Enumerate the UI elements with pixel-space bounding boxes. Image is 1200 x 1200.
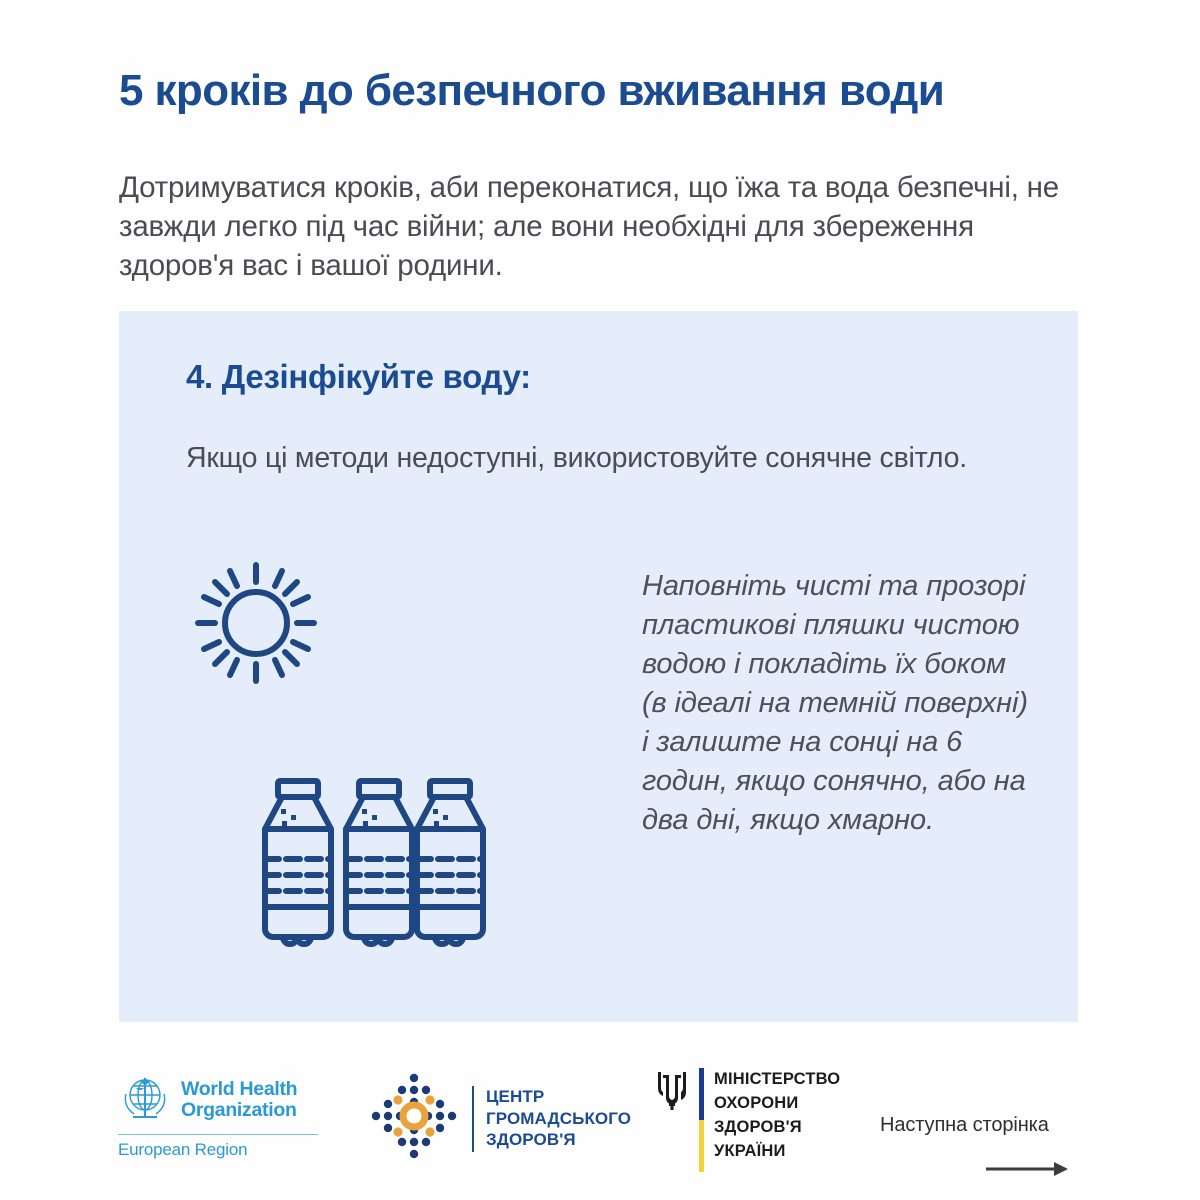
ukraine-flag-bar — [699, 1068, 704, 1172]
cph-dots-icon — [368, 1070, 460, 1167]
who-line1: World Health — [181, 1078, 298, 1101]
moh-line1: МІНІСТЕРСТВО — [714, 1070, 841, 1088]
who-wordmark — [181, 1079, 297, 1120]
moh-line3: ЗДОРОВ'Я — [714, 1117, 802, 1136]
who-logo — [118, 1070, 318, 1160]
who-region-label: European Region — [118, 1140, 248, 1159]
cph-wordmark — [486, 1086, 631, 1150]
intro-paragraph: Дотримуватися кроків, аби переконатися, що їжа та вода безпечні, не завжди легко під час війни; але вони необхідні для збереження здоров'я вас і вашої родини. — [119, 171, 1059, 283]
moh-line4: УКРАЇНИ — [714, 1141, 786, 1160]
step-card — [119, 311, 1078, 1022]
cph-divider — [472, 1086, 474, 1152]
next-page-link[interactable] — [880, 1114, 1080, 1137]
moh-wordmark — [714, 1068, 840, 1164]
cph-line1: ЦЕНТР — [486, 1087, 545, 1107]
card-instruction-text: Наповніть чисті та прозорі пластикові пляшки чистою водою і покладіть їх боком (в ідеалі на темній поверхні) і залиште на сонці на 6 годин, якщо сонячно, або на два дні, якщо хмарно. — [642, 570, 1028, 836]
who-emblem-icon — [118, 1070, 172, 1129]
water-bottles-icon — [255, 771, 493, 953]
card-heading: 4. Дезінфікуйте воду: — [186, 358, 531, 395]
who-divider — [118, 1134, 318, 1135]
cph-line3: ЗДОРОВ'Я — [486, 1130, 576, 1150]
card-subtext: Якщо ці методи недоступні, використовуйте сонячне світло. — [186, 442, 968, 474]
page-title: 5 кроків до безпечного вживання води — [119, 66, 945, 115]
moh-line2: ОХОРОНИ — [714, 1093, 799, 1112]
trident-icon — [655, 1068, 689, 1117]
arrow-right-icon[interactable] — [984, 1158, 1074, 1180]
who-line2: Organization — [181, 1098, 297, 1121]
sun-icon — [181, 555, 331, 691]
ministry-of-health-logo — [655, 1068, 840, 1172]
next-page-label: Наступна сторінка — [880, 1114, 1049, 1136]
cph-line2: ГРОМАДСЬКОГО — [486, 1108, 632, 1128]
footer — [0, 1040, 1200, 1200]
public-health-center-logo — [368, 1070, 631, 1167]
